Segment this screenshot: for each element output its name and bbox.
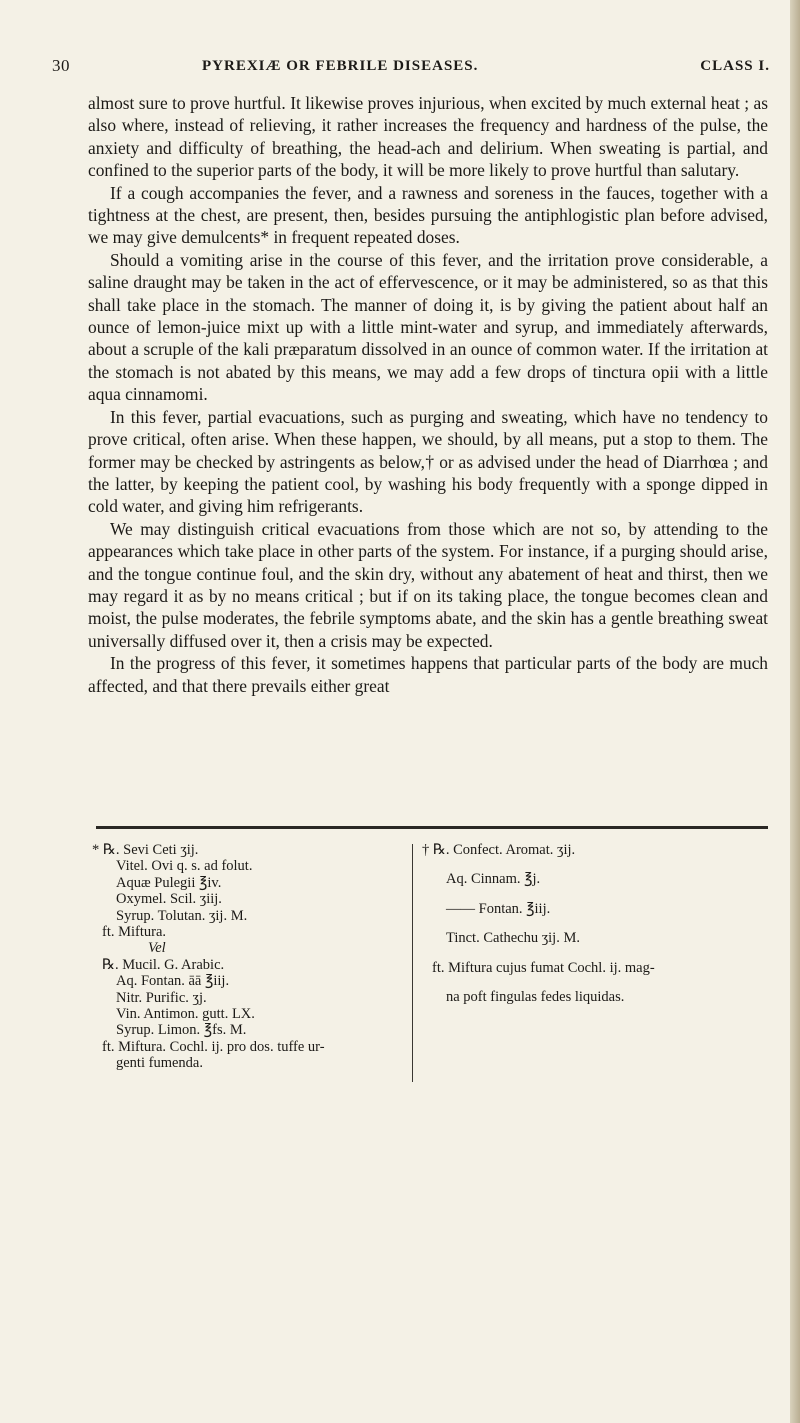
footnote-divider <box>96 826 768 829</box>
recipe-line: ℞. Mucil. G. Arabic. <box>102 956 225 973</box>
recipe-line: genti fumenda. <box>116 1055 203 1072</box>
recipe-line: † ℞. Confect. Aromat. ʒij. <box>422 842 576 858</box>
page-number: 30 <box>52 56 70 75</box>
recipe-line: ft. Miftura. <box>102 924 167 941</box>
recipe-line: Tinct. Cathechu ʒij. M. <box>446 930 580 947</box>
paragraph: almost sure to prove hurtful. It likewise proves injurious, when excited by much external heat ; as also where, instead of relieving, it rather increases the frequency and hardness of the pulse, the anxiety and difficulty of breathing, the head-ach and delirium. When sweating is partial, and confined to the superior parts of the body, it will be more likely to prove hurtful than salutary. <box>88 93 768 181</box>
recipe-line: Vitel. Ovi q. s. ad folut. <box>116 858 253 875</box>
running-header <box>52 56 770 80</box>
footnote-astringent-recipe <box>422 842 772 1005</box>
main-text <box>88 92 768 697</box>
recipe-line: —— Fontan. ℥iij. <box>446 900 551 917</box>
paragraph: In this fever, partial evacuations, such as purging and sweating, which have no tendency to prove critical, often arise. When these happen, we should, by all means, put a stop to them. The former may be checked by astringents as below,† or as advised under the head of Diarrhœa ; and the latter, by keeping the patient cool, by washing his body frequently with a sponge dipped in cold water, and giving him refrigerants. <box>88 406 768 517</box>
paragraph: We may distinguish critical evacuations from those which are not so, by attending to the appearances which take place in other parts of the system. For instance, if a purging should arise, and the tongue continue foul, and the skin dry, without any abatement of heat and thirst, then we may regard it as by no means critical ; but if on its taking place, the tongue becomes clean and moist, the pulse moderates, the febrile symptoms abate, and the skin has a gentle breathing sweat universally diffused over it, then a crisis may be expected. <box>88 518 768 651</box>
recipe-line: Syrup. Tolutan. ʒij. M. <box>116 907 248 924</box>
recipe-line: ft. Miftura. Cochl. ij. pro dos. tuffe ur- <box>102 1038 325 1055</box>
recipe-line: Vel <box>148 940 166 957</box>
recipe-line: Oxymel. Scil. ʒiij. <box>116 891 222 908</box>
page-edge <box>790 0 800 1423</box>
recipe-line: Nitr. Purific. ʒj. <box>116 989 207 1006</box>
recipe-line: Aq. Fontan. āā ℥iij. <box>116 973 230 990</box>
recipe-line: ft. Miftura cujus fumat Cochl. ij. mag- <box>432 959 655 976</box>
column-divider <box>412 844 413 1082</box>
footnote-demulcent-recipe <box>92 842 408 1072</box>
paragraph: Should a vomiting arise in the course of this fever, and the irritation prove considerable, a saline draught may be taken in the act of effervescence, or it may be administered, so as that this shall take place in the stomach. The manner of doing it, is by giving the patient about half an ounce of lemon-juice mixt up with a little mint-water and syrup, and immediately afterwards, about a scruple of the kali præparatum dissolved in an ounce of common water. If the irritation at the stomach is not abated by this means, we may add a few drops of tinctura opii with a little aqua cinnamomi. <box>88 249 768 405</box>
paragraph: If a cough accompanies the fever, and a rawness and soreness in the fauces, together with a tightness at the chest, are present, then, besides pursuing the antiphlogistic plan before advised, we may give demulcents* in frequent repeated doses. <box>88 182 768 248</box>
recipe-line: na poft fingulas fedes liquidas. <box>446 989 625 1006</box>
recipe-line: Syrup. Limon. ℥fs. M. <box>116 1022 247 1039</box>
running-title: PYREXIÆ OR FEBRILE DISEASES. <box>202 58 479 74</box>
recipe-line: * ℞. Sevi Ceti ʒij. <box>92 842 199 858</box>
recipe-line: Aquæ Pulegii ℥iv. <box>116 874 222 891</box>
recipe-line: Vin. Antimon. gutt. LX. <box>116 1006 255 1023</box>
paragraph: In the progress of this fever, it sometimes happens that particular parts of the body are much affected, and that there prevails either great <box>88 653 768 696</box>
recipe-line: Aq. Cinnam. ℥j. <box>446 871 541 888</box>
class-label: CLASS I. <box>700 58 770 74</box>
